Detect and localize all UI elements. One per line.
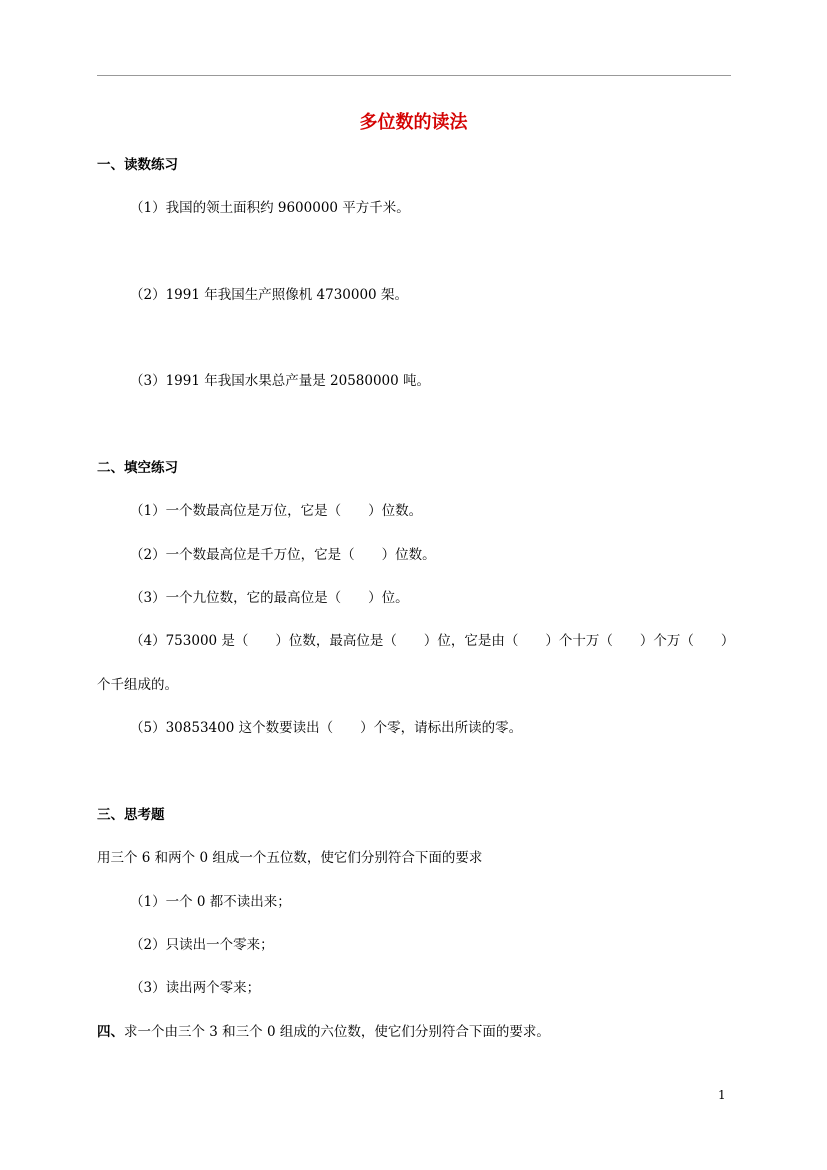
section-4-text: 求一个由三个 3 和三个 0 组成的六位数，使它们分别符合下面的要求。	[124, 1024, 550, 1040]
page-title: 多位数的读法	[359, 112, 468, 133]
section-1-item: （3）1991 年我国水果总产量是 20580000 吨。	[130, 373, 431, 389]
section-3-item: （2）只读出一个零来；	[130, 937, 274, 953]
section-2-item: （4）753000 是（ ）位数，最高位是（ ）位，它是由（ ）个十万（ ）个万（ ）	[130, 633, 735, 649]
section-1-heading: 一、读数练习	[97, 157, 178, 173]
section-2-item: （1）一个数最高位是万位，它是（ ）位数。	[130, 503, 423, 519]
section-1-item: （1）我国的领土面积约 9600000 平方千米。	[130, 200, 410, 216]
section-3-item: （3）读出两个零来；	[130, 980, 261, 996]
section-2-item-continued: 个千组成的。	[97, 677, 178, 693]
page-number: 1	[718, 1088, 726, 1102]
section-3-item: （1）一个 0 都不读出来；	[130, 894, 291, 910]
section-2-item: （5）30853400 这个数要读出（ ）个零，请标出所读的零。	[130, 720, 523, 736]
section-2-item: （2）一个数最高位是千万位，它是（ ）位数。	[130, 547, 436, 563]
section-4-heading: 四、	[97, 1024, 124, 1040]
section-1-item: （2）1991 年我国生产照像机 4730000 架。	[130, 287, 408, 303]
header-rule	[97, 75, 731, 76]
section-3-intro: 用三个 6 和两个 0 组成一个五位数，使它们分别符合下面的要求	[97, 850, 483, 866]
section-3-heading: 三、思考题	[97, 807, 165, 823]
section-2-heading: 二、填空练习	[97, 460, 178, 476]
section-4	[97, 1022, 550, 1042]
section-2-item: （3）一个九位数，它的最高位是（ ）位。	[130, 590, 409, 606]
